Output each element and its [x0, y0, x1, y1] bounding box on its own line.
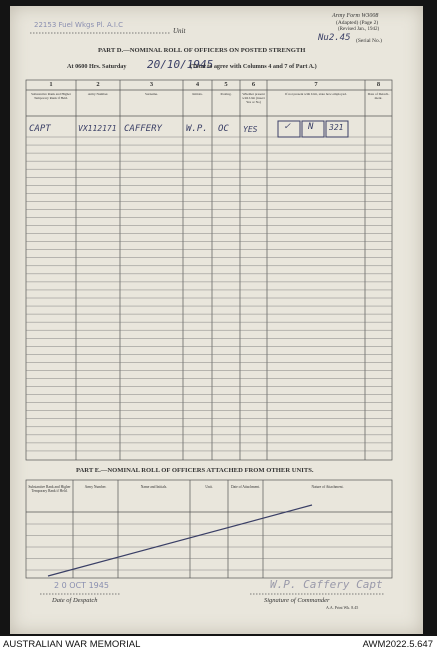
part-d-date: 20/10/1945 — [147, 58, 214, 71]
entry-box-1: ✓ — [284, 121, 291, 132]
serial-number-label: (Serial No.) — [356, 38, 382, 44]
column-number: 4 — [195, 81, 200, 88]
entry-box-3: 321 — [329, 123, 344, 132]
column-number: 6 — [251, 81, 256, 88]
attached-column-header: Name and Initials. — [140, 485, 168, 489]
column-number: 8 — [376, 81, 381, 88]
cancel-stroke — [48, 505, 312, 576]
printer-note: A.A. Print Wk. 8.45 — [326, 605, 359, 610]
entry-army-number: VX112171 — [78, 124, 117, 133]
despatch-stamp: 2 0 OCT 1945 — [54, 581, 109, 590]
column-header: Date of Detach-ment. — [367, 92, 390, 100]
column-header: Surname. — [145, 92, 158, 96]
form-revised: (Revised Jan., 1942) — [338, 27, 380, 32]
column-number: 2 — [96, 81, 100, 88]
attached-column-header: Date of Attachment. — [230, 485, 261, 489]
entry-posting: OC — [218, 124, 229, 134]
entry-present: YES — [243, 125, 258, 134]
serial-number-value: Nu2.45 — [318, 33, 351, 43]
attached-column-header: Nature of Attachment. — [311, 485, 344, 489]
column-header: Substantive Rank and Higher Temporary Rank if Held. — [31, 92, 71, 100]
column-header: Posting. — [220, 92, 232, 96]
form-name: Army Form W3008 — [332, 13, 379, 19]
column-header: Initials. — [192, 92, 203, 96]
unit-label: Unit — [173, 27, 186, 35]
part-e-title: PART E.—NOMINAL ROLL OF OFFICERS ATTACHED FROM OTHER UNITS. — [76, 467, 314, 474]
part-d-time-prefix: At 0600 Hrs. Saturday — [67, 63, 127, 70]
column-number: 3 — [149, 81, 154, 88]
attached-column-header: Substantive Rank and Higher Temporary Rank if Held. — [28, 485, 71, 494]
part-d-title: PART D.—NOMINAL ROLL OF OFFICERS ON POSTED STRENGTH — [98, 47, 306, 54]
form-adapted: (Adapted) (Page 2) — [336, 20, 379, 26]
attached-column-header: Unit. — [205, 485, 213, 489]
caption-bar — [0, 636, 437, 653]
column-number: 7 — [314, 81, 318, 88]
column-number: 5 — [224, 81, 228, 88]
entry-initials: W.P. — [186, 124, 208, 134]
caption-accession: AWM2022.5.647 — [362, 639, 433, 650]
caption-institution: AUSTRALIAN WAR MEMORIAL — [3, 639, 141, 650]
entry-box-2: N — [308, 122, 314, 132]
entry-surname: CAFFERY — [124, 124, 162, 134]
despatch-label: Date of Despatch — [52, 597, 98, 604]
column-header: Army Number. — [87, 92, 109, 96]
part-d-time-suffix: (Total to agree with Columns 4 and 7 of Part A.) — [190, 63, 317, 70]
commander-signature: W.P. Caffery Capt — [270, 578, 383, 591]
signature-label: Signature of Commander — [264, 597, 330, 604]
column-header: Whether present with Unit (insert Yes or No) — [242, 92, 265, 104]
entry-rank: CAPT — [29, 124, 51, 134]
attached-column-header: Army Number. — [84, 485, 107, 489]
column-number: 1 — [49, 81, 53, 88]
unit-stamp: 22153 Fuel Wkgs Pl. A.I.C — [34, 21, 124, 29]
column-header: If not present with Unit, state how employed. — [285, 92, 347, 96]
